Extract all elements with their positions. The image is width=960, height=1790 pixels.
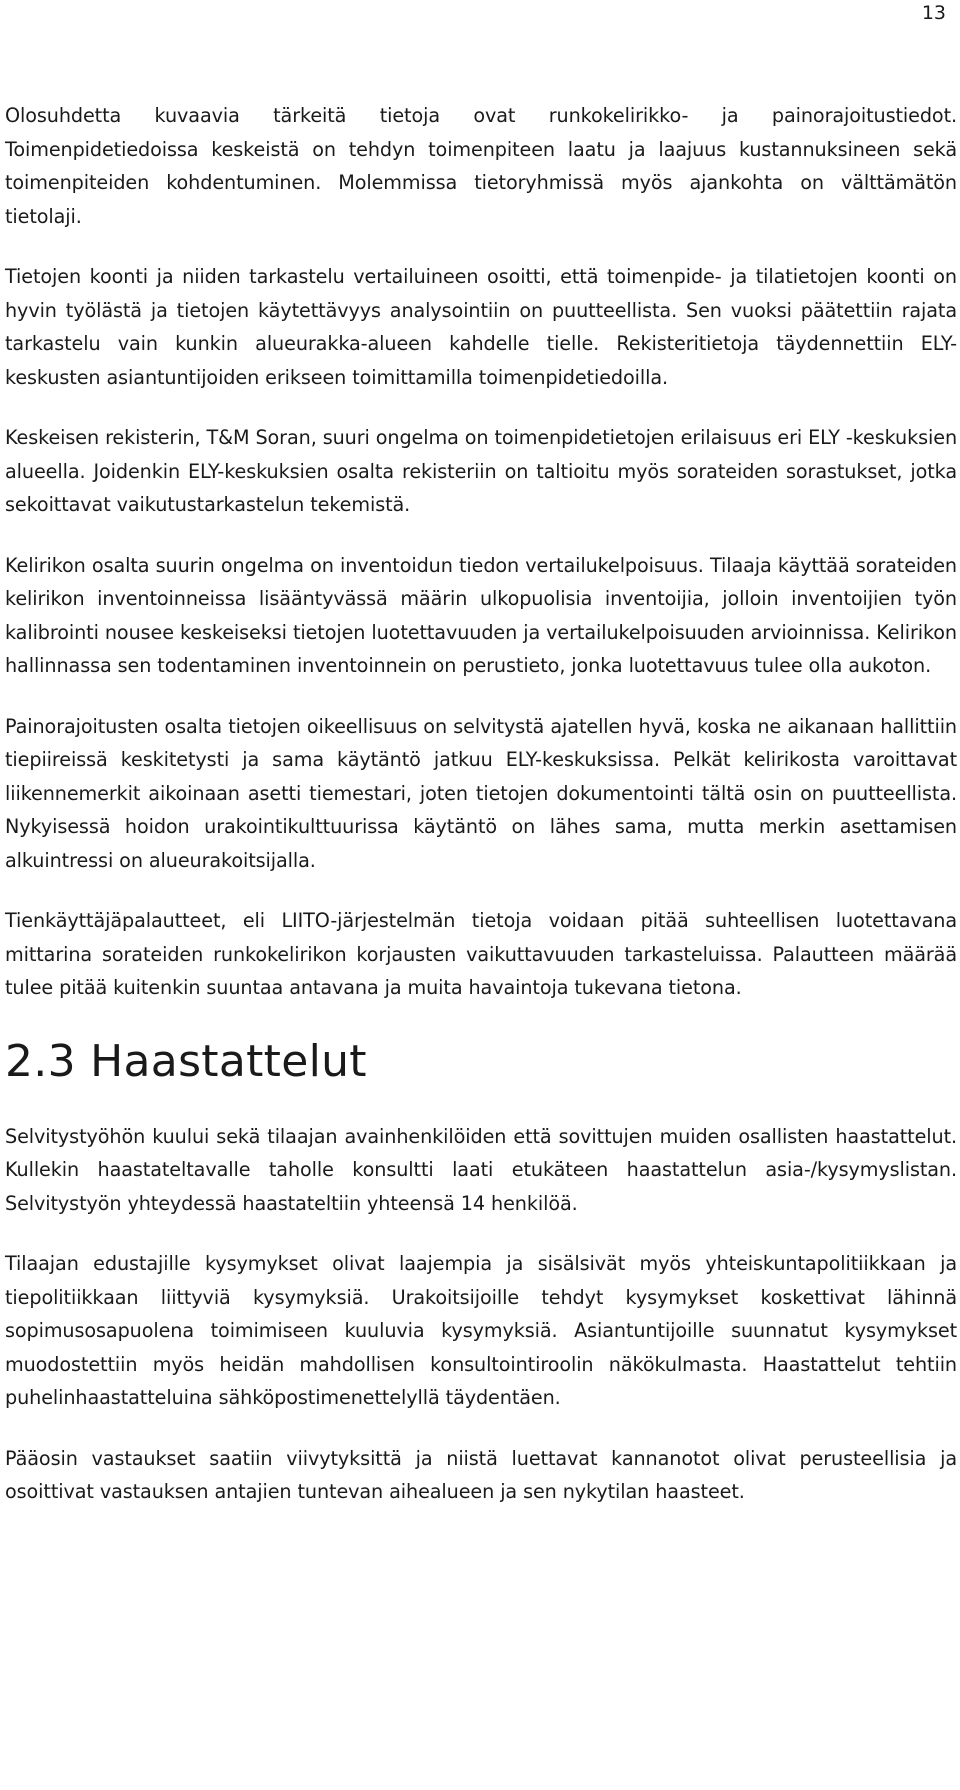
paragraph-user-feedback: Tienkäyttäjäpalautteet, eli LIITO-järjestelmän tietoja voidaan pitää suhteellisen luotettavana mittarina sorateiden runkokelirikon korjausten vaikuttavuuden tarkasteluissa. Palautteen määrää tulee pitää kuitenkin suuntaa antavana ja muita havaintoja tukevana tietona. [5, 909, 957, 999]
paragraph-interviews-scope: Selvitystyöhön kuului sekä tilaajan avainhenkilöiden että sovittujen muiden osallisten haastattelut. Kullekin haastateltavalle taholle konsultti laati etukäteen haastattelun asia-/kysymyslistan. Selvitystyön yhteydessä haastateltiin yhteensä 14 henkilöä. [5, 1124, 957, 1215]
paragraph-registry-problem: Keskeisen rekisterin, T&M Soran, suuri ongelma on toimenpidetietojen erilaisuus eri ELY -keskuksien alueella. Joidenkin ELY-keskuksien osalta rekisteriin on taltioitu myös sorateiden sorastukset, jotka sekoittavat vaikutustarkastelun tekemistä. [5, 426, 957, 516]
page-number: 13 [921, 2, 946, 24]
paragraph-interview-answers: Pääosin vastaukset saatiin viivytyksittä ja niistä luettavat kannanotot olivat perusteellisia ja osoittivat vastauksen antajien tuntevan aihealueen ja sen nykytilan haasteet. [5, 1446, 957, 1503]
document-body [5, 99, 957, 1536]
paragraph-data-collection: Tietojen koonti ja niiden tarkastelu vertailuineen osoitti, että toimenpide- ja tilatietojen koonti on hyvin työlästä ja tietojen käytettävyys analysointiin on puutteellista. Sen vuoksi päätettiin rajata tarkastelu vain kunkin alueurakka-alueen kahdelle tielle. Rekisteritietoja täydennettiin ELY-keskusten asiantuntijoiden erikseen toimittamilla toimenpidetiedoilla. [5, 265, 957, 389]
paragraph-weight-restrictions: Painorajoitusten osalta tietojen oikeellisuus on selvitystä ajatellen hyvä, koska ne aikanaan hallittiin tiepiireissä keskitetysti ja sama käytäntö jatkuu ELY-keskuksissa. Pelkät kelirikosta varoittavat liikennemerkit aikoinaan asetti tiemestari, joten tietojen dokumentointi tältä osin on puutteellista. Nykyisessä hoidon urakointikulttuurissa käytäntö on lähes sama, mutta merkin asettamisen alkuintressi on alueurakoitsijalla. [5, 714, 957, 872]
paragraph-interview-questions: Tilaajan edustajille kysymykset olivat laajempia ja sisälsivät myös yhteiskuntapolitiikkaan ja tiepolitiikkaan liittyviä kysymyksiä. Urakoitsijoille tehdyt kysymykset koskettivat lähinnä sopimusosapuolena toimimiseen kuuluvia kysymyksiä. Asiantuntijoille suunnatut kysymykset muodostettiin myös heidän mahdollisen konsultointiroolin näkökulmasta. Haastattelut tehtiin puhelinhaastatteluina sähköpostimenettelyllä täydentäen. [5, 1252, 957, 1409]
paragraph-data-types: Olosuhdetta kuvaavia tärkeitä tietoja ovat runkokelirikko- ja painorajoitustiedot. Toimenpidetiedoissa keskeistä on tehdyn toimenpiteen laatu ja laajuus kustannuksineen sekä toimenpiteiden kohdentuminen. Molemmissa tietoryhmissä myös ajankohta on välttämätön tietolaji. [5, 104, 957, 228]
section-heading: 2.3 Haastattelut [5, 1035, 367, 1087]
paragraph-frost-damage-inventory: Kelirikon osalta suurin ongelma on inventoidun tiedon vertailukelpoisuus. Tilaaja käyttää sorateiden kelirikon inventoinneissa lisääntyvässä määrin ulkopuolisia inventoijia, jolloin inventoijien työn kalibrointi nousee keskeiseksi tietojen luotettavuuden ja vertailukelpoisuuden arvioinnissa. Kelirikon hallinnassa sen todentaminen inventoinnein on perustieto, jonka luotettavuus tulee olla aukoton. [5, 553, 957, 677]
